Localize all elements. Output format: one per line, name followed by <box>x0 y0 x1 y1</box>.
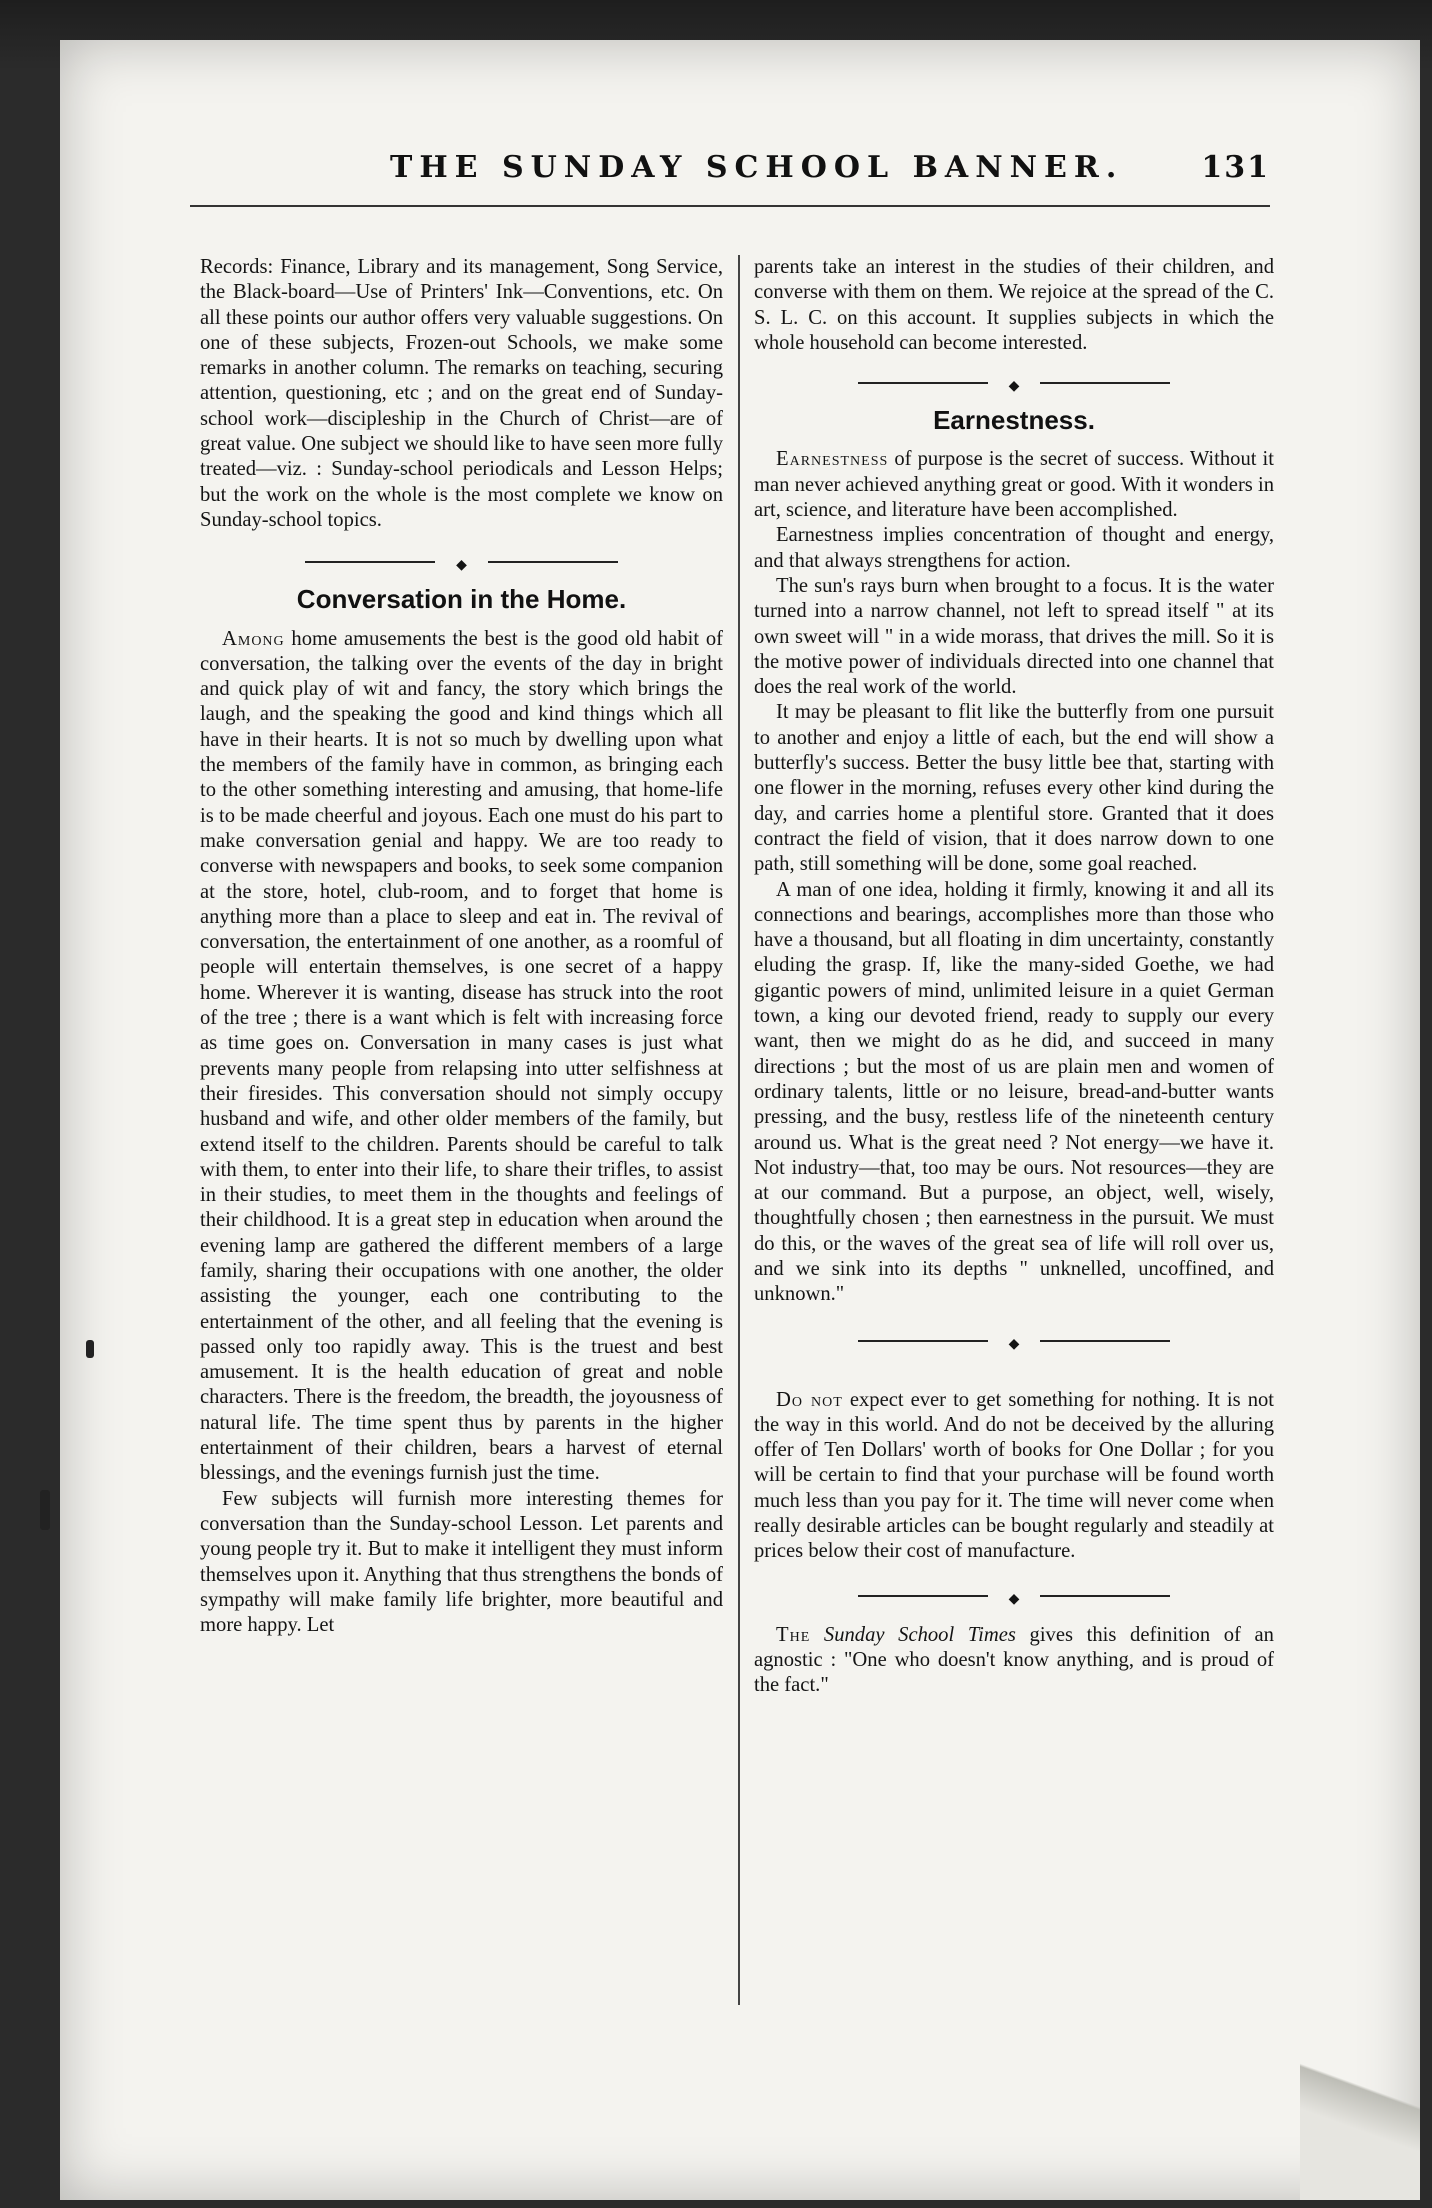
article-paragraph: It may be pleasant to flit like the butterfly from one pursuit to another and enjoy a little of each, but the end will show a butterfly's success. Better the busy little bee that, starting with one flower in the morning, refuses every other kind during the day, and carries home a plentiful store. Granted that it does contract the field of vision, that it does narrow down to one path, still something will be done, some goal reached. <box>754 701 1274 876</box>
quote-source: Sunday School Times <box>823 1623 1016 1646</box>
page-number: 131 <box>1201 150 1270 185</box>
margin-mark <box>40 1490 50 1530</box>
notice-paragraph <box>754 1388 1274 1565</box>
lead-word: The <box>776 1623 811 1646</box>
section-ornament <box>200 551 723 573</box>
article-paragraph: A man of one idea, holding it firmly, knowing it and all its connections and bearings, accomplishes more than those who have a thousand, but all floating in dim uncertainty, constantly eluding the grasp. If, like the many-sided Goethe, we had gigantic powers of mind, unlimited leisure in a quiet German town, a king our devoted friend, ready to supply our every want, then we might do as he did, and succeed in many directions ; but the most of us are plain men and women of ordinary talents, little or no leisure, bread-and-butter wants pressing, and the busy, restless life of the nineteenth century around us. What is the great need ? Not energy—we have it. Not industry—that, too may be ours. Not resources—they are at our command. But a purpose, an object, well, wisely, thoughtfully chosen ; then earnestness in the pursuit. We must do this, or the waves of the great sea of life will roll over us, and we sink into its depths " unknelled, uncoffined, and unknown." <box>754 878 1274 1306</box>
paragraph-text: expect ever to get something for nothing. It is not the way in this world. And do not be deceived by the alluring offer of Ten Dollars' worth of books for One Dollar ; for you will be certain to find that your purchase will be found worth much less than you pay for it. The time will never come when really desirable articles can be bought regularly and steadily at prices below their cost of manufacture. <box>754 1388 1275 1563</box>
section-ornament <box>754 372 1274 394</box>
section-ornament <box>754 1585 1274 1607</box>
paragraph-text: home amusements the best is the good old habit of conversation, the talking over the events of the day in bright and quick play of wit and fancy, the story which brings the laugh, and the speaking the good and kind things which all have in their hearts. It is not so much by dwelling upon what the members of the family have in common, as bringing each to the other something interesting and amusing, that home-life is to be made cheerful and joyous. Each one must do his part to make conversation genial and happy. We are too ready to converse with newspapers and books, to seek some companion at the store, hotel, club-room, and to forget that home is anything more than a place to sleep and eat in. The revival of conversation, the entertainment of one another, as a roomful of people will entertain themselves, is one secret of a happy home. Wherever it is wanting, disease has struck into the root of the tree ; there is a want which is felt with increasing force as time goes on. Conversation in many cases is just what prevents many people from relapsing into utter selfishness at their firesides. This conversation should not simply occupy husband and wife, and other older members of the family, but extend itself to the children. Parents should be careful to talk with them, to enter into their life, to share their trifles, to assist in their studies, to meet them in the thoughts and feelings of their childhood. It is a great step in education when around the evening lamp are gathered the different members of a large family, sharing their occupations with one another, the older assisting the younger, each one contributing to the entertainment of the other, and all feeling that the evening is passed only too rapidly away. This is the truest and best amusement. It is the health education of great and noble characters. There is the freedom, the breadth, the joyousness of natural life. The time spent thus by parents in the higher entertainment of their children, bears a harvest of eternal blessings, and the evenings furnish just the time. <box>200 627 723 1485</box>
quote-paragraph <box>754 1623 1274 1699</box>
paragraph-text: of purpose is the secret of success. Without it man never achieved anything great or good. With it wonders in art, science, and literature have been accomplished. <box>754 448 1274 522</box>
running-title: THE SUNDAY SCHOOL BANNER. <box>390 150 1124 185</box>
article-paragraph: Few subjects will furnish more interesting themes for conversation than the Sunday-school Lesson. Let parents and young people try it. But to make it intelligent they must inform themselves upon it. Anything that thus strengthens the bonds of sympathy will make family life brighter, more beautiful and more happy. Let <box>200 1487 723 1637</box>
intro-paragraph: Records: Finance, Library and its management, Song Service, the Black-board—Use of Printers' Ink—Conventions, etc. On all these points our author offers very valuable suggestions. On one of these subjects, Frozen-out Schools, we make some remarks in another column. The remarks on teaching, securing attention, questioning, etc ; and on the great end of Sunday-school work—discipleship in the Church of Christ—are of great value. One subject we should like to have seen more fully treated—viz. : Sunday-school periodicals and Lesson Helps; but the work on the whole is the most complete we know on Sunday-school topics. <box>200 256 723 531</box>
article-paragraph <box>200 627 723 1487</box>
ornament-icon: ◆ <box>1005 374 1024 399</box>
lead-word: Among <box>222 627 285 650</box>
ornament-icon: ◆ <box>1005 1332 1024 1357</box>
lead-word: Do not <box>776 1388 843 1411</box>
continuation-paragraph: parents take an interest in the studies of their children, and converse with them on them. We rejoice at the spread of the C. S. L. C. on this account. It supplies subjects in which the whole household can become interested. <box>754 256 1274 354</box>
header-rule <box>190 205 1270 207</box>
article-heading: Conversation in the Home. <box>296 584 627 615</box>
margin-mark <box>86 1340 94 1358</box>
page-curl <box>1300 1940 1420 2200</box>
ornament-icon: ◆ <box>452 553 471 578</box>
section-ornament <box>754 1330 1274 1352</box>
article-paragraph <box>754 447 1274 523</box>
article-paragraph: The sun's rays burn when brought to a focus. It is the water turned into a narrow channel, not left to spread itself " at its own sweet will " in a wide morass, that drives the mill. So it is the motive power of individuals directed into one channel that does the real work of the world. <box>754 574 1274 699</box>
paragraph-text: gives this definition of an agnostic : "One who doesn't know anything, and is proud of the fact." <box>754 1623 1274 1697</box>
ornament-icon: ◆ <box>1005 1587 1024 1612</box>
article-heading: Earnestness. <box>933 405 1095 436</box>
article-paragraph: Earnestness implies concentration of thought and energy, and that always strengthens for action. <box>754 524 1274 572</box>
column-divider <box>738 255 740 2005</box>
right-column <box>754 255 1274 1699</box>
lead-word: Earnestness <box>776 448 889 471</box>
left-column <box>200 255 723 1638</box>
